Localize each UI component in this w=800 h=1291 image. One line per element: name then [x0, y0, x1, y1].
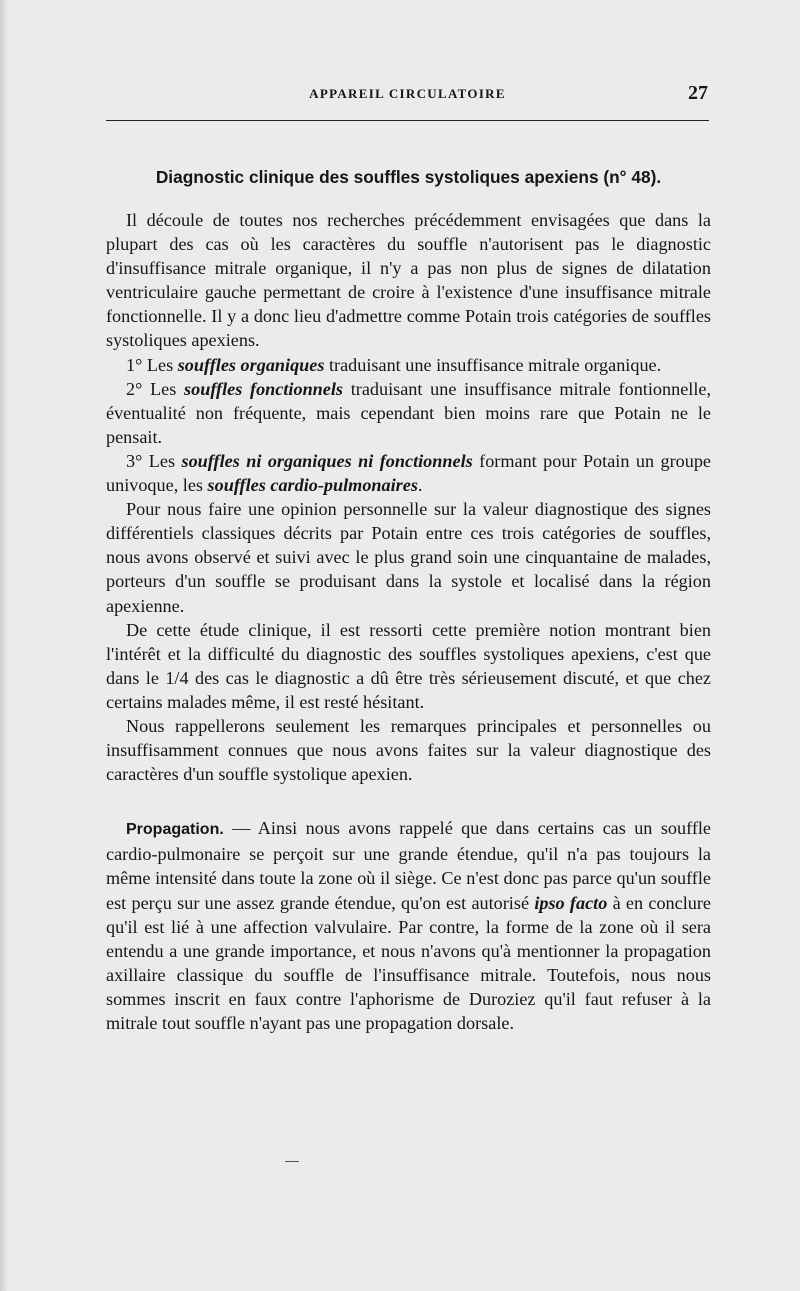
paragraph-propagation: [106, 816, 711, 1035]
paragraph-4-prefix: 3° Les: [126, 450, 182, 471]
paragraph-3: [106, 377, 711, 449]
run-in-heading-propagation: Propagation.: [126, 821, 224, 839]
page-header: [105, 82, 710, 112]
paragraph-3-prefix: 2° Les: [126, 378, 185, 399]
term-ipso-facto: ipso facto: [534, 892, 608, 913]
page-number: 27: [688, 82, 708, 104]
running-title: APPAREIL CIRCULATOIRE: [309, 86, 506, 101]
paragraph-4-suffix: .: [417, 475, 423, 496]
paragraph-5: Pour nous faire une opinion personnelle sur la valeur diagnostique des signes différentiels classiques décrits par Potain entre ces trois catégories de souffles, nous avons observé et suivi avec le plus grand soin une cinquantaine de malades, porteurs d'un souffle se produisant dans la systole et localisé dans la région apexienne.: [106, 499, 711, 616]
page-binding-shadow: [0, 0, 8, 1291]
paragraph-4: [106, 449, 711, 497]
paragraph-8-part-2: à en conclure qu'il est lié à une affection valvulaire. Par contre, la forme de la zone où il sera entendu a une grande importance, et nous n'avons qu'à mentionner la propagation axillaire classique du souffle de l'insuffisance mitrale. Toutefois, nous nous sommes inscrit en faux contre l'aphorisme de Duroziez qu'il faut refuser à la mitrale tout souffle n'ayant pas une propagation dorsale.: [106, 892, 711, 1033]
paragraph-8-part-1: — Ainsi nous avons rappelé que dans certains cas un souffle cardio-pulmonaire se perçoit sur une grande étendue, qu'il n'a pas toujours la même intensité dans toute la zone où il siège. Ce n'est donc pas parce qu'un souffle est perçu sur une assez grande étendue, qu'on est autorisé: [106, 818, 711, 913]
paragraph-2-suffix: traduisant une insuffisance mitrale organique.: [324, 354, 662, 375]
paragraph-1: Il découle de toutes nos recherches précédemment envisagées que dans la plupart des cas où les caractères du souffle n'autorisent pas le diagnostic d'insuffisance mitrale organique, il n'y a pas non plus de signes de dilatation ventriculaire gauche permettant de croire à l'existence d'une insuffisance mitrale fonctionnelle. Il y a donc lieu d'admettre comme Potain trois catégories de souffles systoliques apexiens.: [106, 210, 711, 351]
paragraph-4-middle: formant pour Potain un groupe univoque, les: [106, 450, 711, 496]
term-souffles-fonctionnels: souffles fonctionnels: [184, 378, 343, 399]
paragraph-3-suffix: traduisant une insuffisance mitrale fontionnelle, éventualité non fréquente, mais cependant bien moins rare que Potain ne le pensait.: [106, 378, 711, 447]
term-souffles-organiques: souffles organiques: [177, 354, 325, 375]
header-rule: [106, 120, 709, 121]
paragraph-2: [106, 353, 711, 377]
bottom-dash-mark: [285, 1161, 299, 1162]
section-title: Diagnostic clinique des souffles systoliques apexiens (n° 48).: [155, 167, 662, 187]
paragraph-2-prefix: 1° Les: [126, 354, 178, 375]
paragraph-7: Nous rappellerons seulement les remarques principales et personnelles ou insuffisamment connues que nous avons faites sur la valeur diagnostique des caractères d'un souffle systolique apexien.: [106, 715, 711, 785]
term-cardio-pulmonaires: souffles cardio-pulmonaires: [207, 475, 418, 496]
page-body: [106, 162, 711, 1035]
term-ni-organiques-ni-fonctionnels: souffles ni organiques ni fonctionnels: [181, 450, 473, 471]
paragraph-6: De cette étude clinique, il est ressorti cette première notion montrant bien l'intérêt et la difficulté du diagnostic des souffles systoliques apexiens, c'est que dans le 1/4 des cas le diagnostic a dû être très sérieusement discuté, et que chez certains malades même, il est resté hésitant.: [106, 619, 711, 712]
